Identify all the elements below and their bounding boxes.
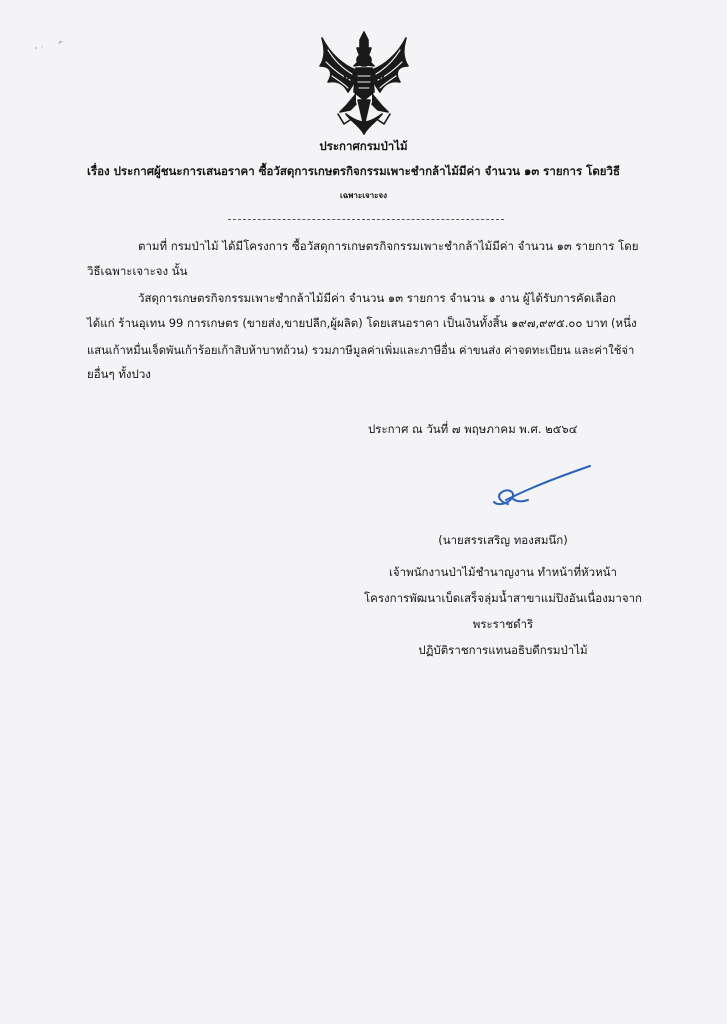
announcement-date: ประกาศ ณ วันที่ ๗ พฤษภาคม พ.ศ. ๒๕๖๔ <box>368 422 578 436</box>
subject-line-1: เรื่อง ประกาศผู้ชนะการเสนอราคา ซื้อวัสดุการเกษตรกิจกรรมเพาะชำกล้าไม้มีค่า จำนวน ๑๓ รายการ โดยวิธี <box>87 164 621 178</box>
garuda-emblem-icon <box>316 30 412 136</box>
signatory-position-line-1: เจ้าพนักงานป่าไม้ชำนาญงาน ทำหน้าที่หัวหน้า <box>388 565 617 579</box>
separator-rule <box>228 219 504 220</box>
paragraph-2-line-2: ได้แก่ ร้านอุเทน 99 การเกษตร (ขายส่ง,ขายปลีก,ผู้ผลิต) โดยเสนอราคา เป็นเงินทั้งสิ้น ๑๙๗,๙๙๕.๐๐ บาท (หนึ่ง <box>87 316 637 330</box>
signatory-position-line-3: พระราชดำริ <box>472 617 534 631</box>
signatory-position-line-2: โครงการพัฒนาเบ็ดเสร็จลุ่มน้ำสาขาแม่ปิงอันเนื่องมาจาก <box>363 591 643 605</box>
paragraph-2-line-1: วัสดุการเกษตรกิจกรรมเพาะชำกล้าไม้มีค่า จำนวน ๑๓ รายการ จำนวน ๑ งาน ผู้ได้รับการคัดเลือก <box>138 291 617 305</box>
paragraph-1-line-1: ตามที่ กรมป่าไม้ ได้มีโครงการ ซื้อวัสดุการเกษตรกิจกรรมเพาะชำกล้าไม้มีค่า จำนวน ๑๓ รายการ โดย <box>138 239 639 253</box>
subject-line-2: เฉพาะเจาะจง <box>339 191 388 200</box>
signatory-name: (นายสรรเสริญ ทองสมนึก) <box>438 533 568 547</box>
document-heading: ประกาศกรมป่าไม้ <box>319 139 408 153</box>
paragraph-2-line-4: ยอื่นๆ ทั้งปวง <box>87 367 151 381</box>
paragraph-2-line-3: แสนเก้าหมื่นเจ็ดพันเก้าร้อยเก้าสิบห้าบาทถ้วน) รวมภาษีมูลค่าเพิ่มและภาษีอื่น ค่าขนส่ง ค่าจดทะเบียน และค่าใช้จ่า <box>87 344 635 357</box>
paragraph-1-line-2: วิธีเฉพาะเจาะจง นั้น <box>87 264 188 278</box>
handwritten-signature <box>478 462 598 522</box>
scan-specks <box>30 38 70 52</box>
signatory-position-line-4: ปฏิบัติราชการแทนอธิบดีกรมป่าไม้ <box>418 643 588 657</box>
